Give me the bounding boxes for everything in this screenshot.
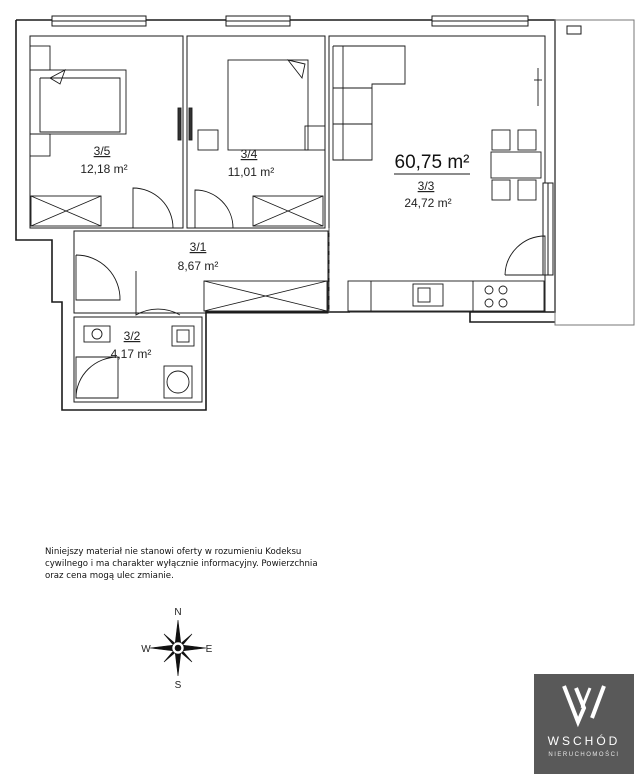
room-3-4-area: 11,01 m²	[227, 165, 275, 179]
total-area: 60,75 m²	[394, 152, 470, 173]
logo-w-mark-icon	[534, 674, 634, 734]
walls	[16, 20, 634, 410]
room-3-3-number: 3/3	[417, 179, 435, 193]
logo-brand-name: WSCHÓD	[547, 734, 621, 748]
disclaimer-text	[45, 546, 345, 582]
room-3-5-area: 12,18 m²	[80, 162, 128, 176]
room-3-2-area: 4,17 m²	[110, 347, 152, 361]
room-3-5-number: 3/5	[93, 144, 111, 158]
furniture	[30, 46, 544, 398]
room-3-3-area: 24,72 m²	[404, 196, 452, 210]
room-3-2-number: 3/2	[123, 329, 141, 343]
windows	[52, 16, 581, 275]
disclaimer-line: oraz cena mogą ulec zmianie.	[45, 571, 174, 581]
disclaimer-line: Niniejszy materiał nie stanowi oferty w rozumieniu Kodeksu	[45, 547, 302, 557]
compass-east: E	[205, 644, 213, 655]
logo-subtitle: NIERUCHOMOŚCI	[548, 752, 620, 758]
compass-west: W	[141, 644, 151, 655]
doors	[76, 68, 545, 315]
compass-rose	[141, 607, 212, 691]
disclaimer-line: cywilnego i ma charakter wyłącznie informacyjny. Powierzchnia	[45, 559, 318, 569]
room-3-1-area: 8,67 m²	[177, 259, 219, 273]
room-3-4-number: 3/4	[240, 147, 258, 161]
room-3-1-number: 3/1	[189, 240, 207, 254]
company-logo	[534, 674, 634, 774]
compass-south: S	[174, 680, 182, 691]
compass-north: N	[174, 607, 182, 618]
